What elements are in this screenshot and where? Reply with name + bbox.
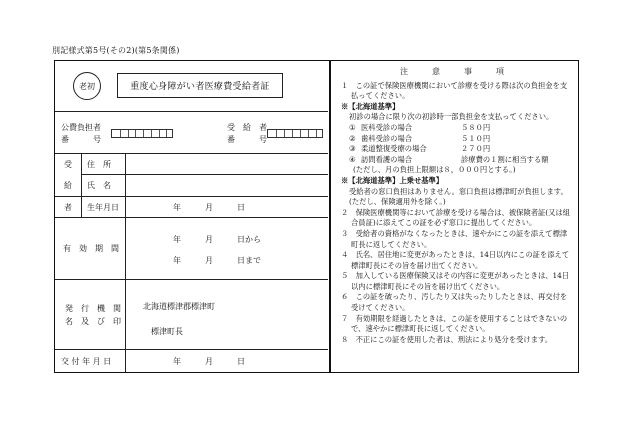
note-3: ３ 受給者の資格がなくなったときは、速やかにこの証を添えて標津町長に返してください。 — [341, 228, 568, 249]
standard-header: ※【北海道基準】 — [341, 101, 400, 111]
standard-intro: 初診の場合に限り次の初診時一部負担金を支払ってください。 — [349, 112, 554, 122]
certificate-title: 重度心身障がい者医療費受給者証 — [117, 73, 283, 98]
extra-header: ※【北海道基準】上乗せ基準】 — [341, 175, 444, 185]
fee-list: ① 医科受診の場合 ５８０円 ② 歯科受診の場合 ５１０円 ③ 柔道整復受療の場合 ２７０円 ④ 訪問看護の場合 診療費の１割に相当する額 — [349, 122, 549, 164]
fee-item-value: ５１０円 — [461, 133, 491, 143]
name-label: 氏 名 — [87, 181, 111, 190]
validity-label: 有 効 期 間 — [63, 244, 119, 253]
address-label: 住 所 — [87, 160, 111, 169]
issuer-name: 北海道標津郡標津町 — [143, 302, 215, 311]
validity-from: 年 月 日から — [173, 235, 261, 244]
validity-to: 年 月 日まで — [173, 256, 261, 265]
note-6: ６ この証を破ったり、汚したり又は失ったりしたときは、再交付を受けてください。 — [341, 292, 568, 313]
issuer-label: 発 行 機 関 — [65, 304, 121, 313]
fee-item-label: 歯科受診の場合 — [361, 133, 413, 143]
note-5: ５ 加入している医療保険又はその内容に変更があったときは、14日以内に標津町長にその旨を届け出てください。 — [341, 271, 570, 291]
form-reference: 別記様式第5号(その2)(第5条関係) — [52, 46, 180, 55]
fee-item-value: ５８０円 — [461, 122, 491, 132]
notes-card — [330, 60, 579, 373]
extra-text: 受給者の窓口負担はありません。窓口負担は標津町が負担します。(ただし、保険適用外を除く。) — [349, 186, 568, 207]
recipient-number-field — [267, 129, 323, 138]
limit-note: (ただし、月の負担上限額は８，０００円とする。) — [353, 165, 516, 175]
insurer-number-field — [111, 129, 173, 138]
fee-item-value: ２７０円 — [461, 144, 491, 154]
fee-item-label: 医科受診の場合 — [361, 122, 413, 132]
certificate-card: 老初 重度心身障がい者医療費受給者証 公費負担者 番 号 受 給 者 番 号 受 給 者 住 所 氏 名 生年月日 年 月 日 有 効 期 間 年 月 日から 年 月 日まで 発 行 機 関 名 及 び 印 北海道標津郡標津町 標津町長 交 付 年 月 日 年 月 日 — [54, 60, 330, 373]
fee-item-value: 診療費の１割に相当する額 — [461, 154, 549, 164]
issuer-head: 標津町長 — [151, 327, 183, 336]
recipient-number-label: 受 給 者 — [227, 123, 267, 132]
note-2: ２ 保険医療機関等において診療を受ける場合は、被保険者証(又は組合員証)に添えてこの証を必ず窓口に提出してください。 — [341, 207, 571, 228]
dob-value: 年 月 日 — [173, 203, 245, 212]
issue-date-value: 年 月 日 — [173, 357, 245, 366]
fee-item-label: 柔道整復受療の場合 — [361, 144, 427, 154]
note-8: ８ 不正にこの証を使用した者は、刑法により処分を受けます。 — [341, 334, 553, 344]
insurer-number-label: 公費負担者 — [61, 123, 101, 132]
note-7: ７ 有効期限を経過したときは、この証を使用することはできないので、速やかに標津町長に返してください。 — [341, 313, 568, 334]
dob-label: 生年月日 — [87, 203, 119, 212]
note-1: １ この証で保険医療機関において診療を受ける際は次の負担金を支払ってください。 — [341, 80, 568, 101]
notes-title: 注 意 事 項 — [400, 67, 512, 76]
seal-mark: 老初 — [73, 72, 101, 100]
note-4: ４ 氏名、居住地に変更があったときは、14日以内にこの証を添えて標津町長にその旨を届け出てください。 — [341, 250, 570, 270]
recipient-side-label: 受 — [64, 160, 72, 169]
fee-item-label: 訪問看護の場合 — [361, 154, 413, 164]
issue-date-label: 交 付 年 月 日 — [61, 357, 112, 366]
